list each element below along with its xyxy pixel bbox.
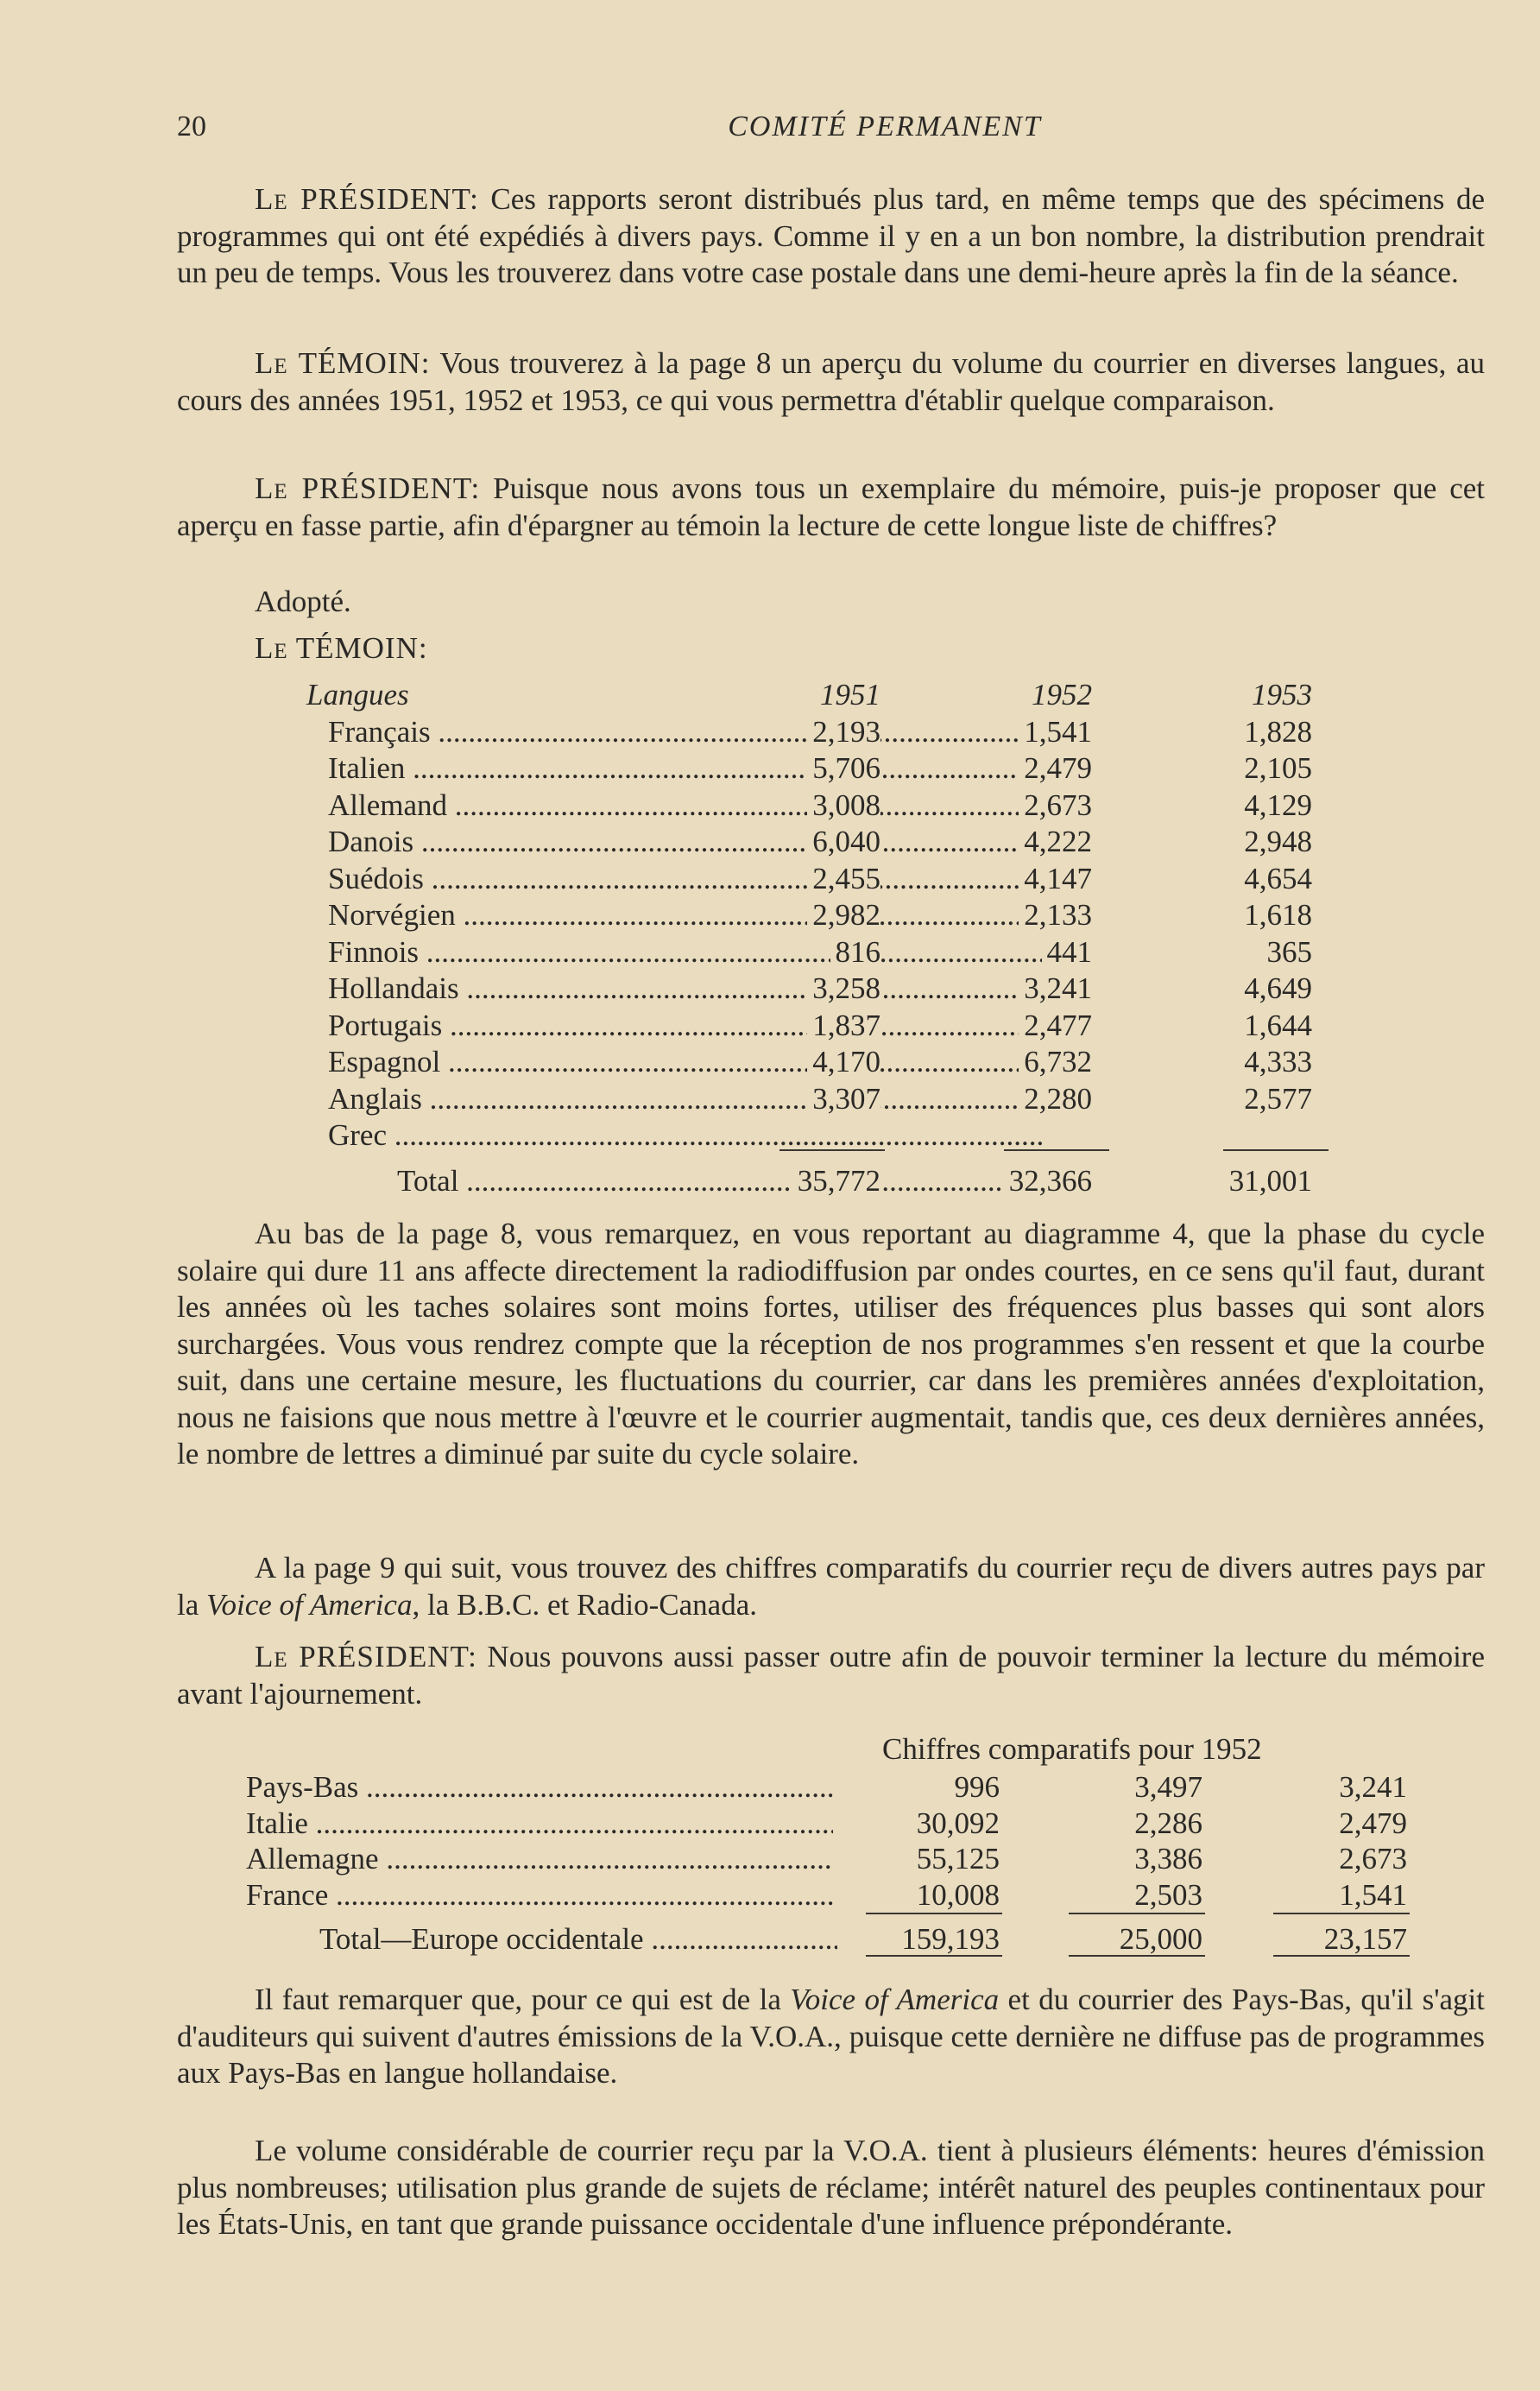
header-languages: Langues xyxy=(306,678,409,712)
table-row: Italien ..... 5,706 2,479 2,105 xyxy=(306,751,1325,788)
table-row: Hollandais ..... 3,258 3,241 4,649 xyxy=(306,971,1325,1009)
paragraph-witness-5: Le volume considérable de courrier reçu par la V.O.A. tient à plusieurs éléments: heures d'émission plus nombreuses; utilisation plus grande de sujets de réclame; intérêt naturel des peuples continentaux pour les États-Unis, en tant que grande puissance occidentale d'une influence prépondérante. xyxy=(177,2134,1485,2241)
table-total-row: Total—Europe occidentale ..... 159,193 25,000 23,157 xyxy=(246,1922,1411,1958)
table-row: Portugais ..... 1,837 2,477 1,644 xyxy=(306,1009,1325,1046)
table-row: Finnois ..... 816 441 365 xyxy=(306,935,1325,972)
paragraph-president-3 xyxy=(177,1639,1485,1712)
sum-rule xyxy=(1069,1913,1205,1914)
sum-rule xyxy=(779,1149,885,1151)
paragraph-witness-2: Au bas de la page 8, vous remarquez, en vous reportant au diagramme 4, que la phase du cycle solaire qui dure 11 ans affecte directement la radiodiffusion par ondes courtes, en ce sens qu'il faut, durant les années où les taches solaires sont moins fortes, utiliser des fréquences plus basses qui sont alors surchargées. Vous vous rendrez compte que la réception de nos programmes s'en ressent et que la courbe suit, dans une certaine mesure, les fluctuations du courrier, car dans les premières années d'exploitation, nous ne faisions que nous mettre à l'œuvre et le courrier augmentait, tandis que, ces deux dernières années, le nombre de lettres a diminué par suite du cycle solaire. xyxy=(177,1217,1485,1471)
table-row: Anglais ..... 3,307 2,280 2,577 xyxy=(306,1082,1325,1119)
speaker-label: Le PRÉSIDENT: xyxy=(255,471,481,505)
voa-title: Voice of America xyxy=(206,1587,413,1622)
speaker-label: Le TÉMOIN: xyxy=(255,346,431,380)
sum-rule xyxy=(1223,1149,1329,1151)
paragraph-witness-1 xyxy=(177,345,1485,419)
table-header-row xyxy=(306,678,1325,715)
table-total-row: Total ..... 35,772 32,366 31,001 xyxy=(306,1164,1325,1201)
sum-rule xyxy=(1004,1149,1109,1151)
table-row: Espagnol ..... 4,170 6,732 4,333 xyxy=(306,1045,1325,1082)
witness-label: Le TÉMOIN: xyxy=(255,631,428,665)
table-row: Allemand ..... 3,008 2,673 4,129 xyxy=(306,788,1325,825)
sum-rule xyxy=(866,1913,1002,1914)
running-title: COMITÉ PERMANENT xyxy=(728,111,1042,142)
total-rule xyxy=(866,1955,1002,1957)
speaker-label: Le PRÉSIDENT: xyxy=(255,1640,477,1673)
table-row: Grec ..... xyxy=(306,1118,1325,1155)
adopted-note: Adopté. xyxy=(255,585,351,618)
page-number: 20 xyxy=(177,111,206,142)
speaker-label: Le PRÉSIDENT: xyxy=(255,182,479,216)
table-row: Pays-Bas ..... 996 3,497 3,241 xyxy=(246,1770,1411,1806)
paragraph-witness-4: Il faut remarquer que, pour ce qui est de la Voice of America et du courrier des Pays-Bas, qu'il s'agit d'auditeurs qui suivent d'autres émissions de la V.O.A., puisque cette dernière ne diffuse pas de programmes aux Pays-Bas en langue hollandaise. xyxy=(177,1983,1485,2090)
table-row: Suédois ..... 2,455 4,147 4,654 xyxy=(306,862,1325,899)
comparative-mail-table xyxy=(246,1770,1411,1958)
paragraph-text: Puisque nous avons tous un exemplaire du mémoire, puis-je proposer que cet aperçu en fasse partie, afin d'épargner au témoin la lecture de cette longue liste de chiffres? xyxy=(177,471,1485,542)
total-rule xyxy=(1069,1955,1205,1957)
header-1951: 1951 xyxy=(820,678,880,712)
mail-by-language-table xyxy=(306,678,1325,1200)
table-row: Danois ..... 6,040 4,222 2,948 xyxy=(306,825,1325,862)
header-1953: 1953 xyxy=(1252,678,1312,712)
voa-title: Voice of America xyxy=(790,1983,1000,2016)
table-row: Norvégien ..... 2,982 2,133 1,618 xyxy=(306,898,1325,935)
paragraph-president-1 xyxy=(177,181,1485,292)
paragraph-witness-3: A la page 9 qui suit, vous trouvez des chiffres comparatifs du courrier reçu de divers autres pays par la Voice of America, la B.B.C. et Radio-Canada. xyxy=(177,1551,1485,1622)
table-row: Français ..... 2,193 1,541 1,828 xyxy=(306,715,1325,752)
table2-caption: Chiffres comparatifs pour 1952 xyxy=(882,1732,1262,1766)
header-1952: 1952 xyxy=(1032,678,1092,712)
paragraph-president-2 xyxy=(177,471,1485,544)
paragraph-text: Vous trouverez à la page 8 un aperçu du volume du courrier en diverses langues, au cours des années 1951, 1952 et 1953, ce qui vous permettra d'établir quelque comparaison. xyxy=(177,346,1485,417)
paragraph-text: Nous pouvons aussi passer outre afin de pouvoir terminer la lecture du mémoire avant l'ajournement. xyxy=(177,1640,1485,1711)
table-row: Italie ..... 30,092 2,286 2,479 xyxy=(246,1806,1411,1843)
sum-rule xyxy=(1273,1913,1410,1914)
table-row: France ..... 10,008 2,503 1,541 xyxy=(246,1878,1411,1914)
paragraph-text: Ces rapports seront distribués plus tard, en même temps que des spécimens de programmes qui ont été expédiés à divers pays. Comme il y en a un bon nombre, la distribution prendrait un peu de temps. Vous les trouverez dans votre case postale dans une demi-heure après la fin de la séance. xyxy=(177,182,1485,289)
page-header xyxy=(177,111,1489,154)
total-rule xyxy=(1273,1955,1410,1957)
table-row: Allemagne ..... 55,125 3,386 2,673 xyxy=(246,1842,1411,1878)
